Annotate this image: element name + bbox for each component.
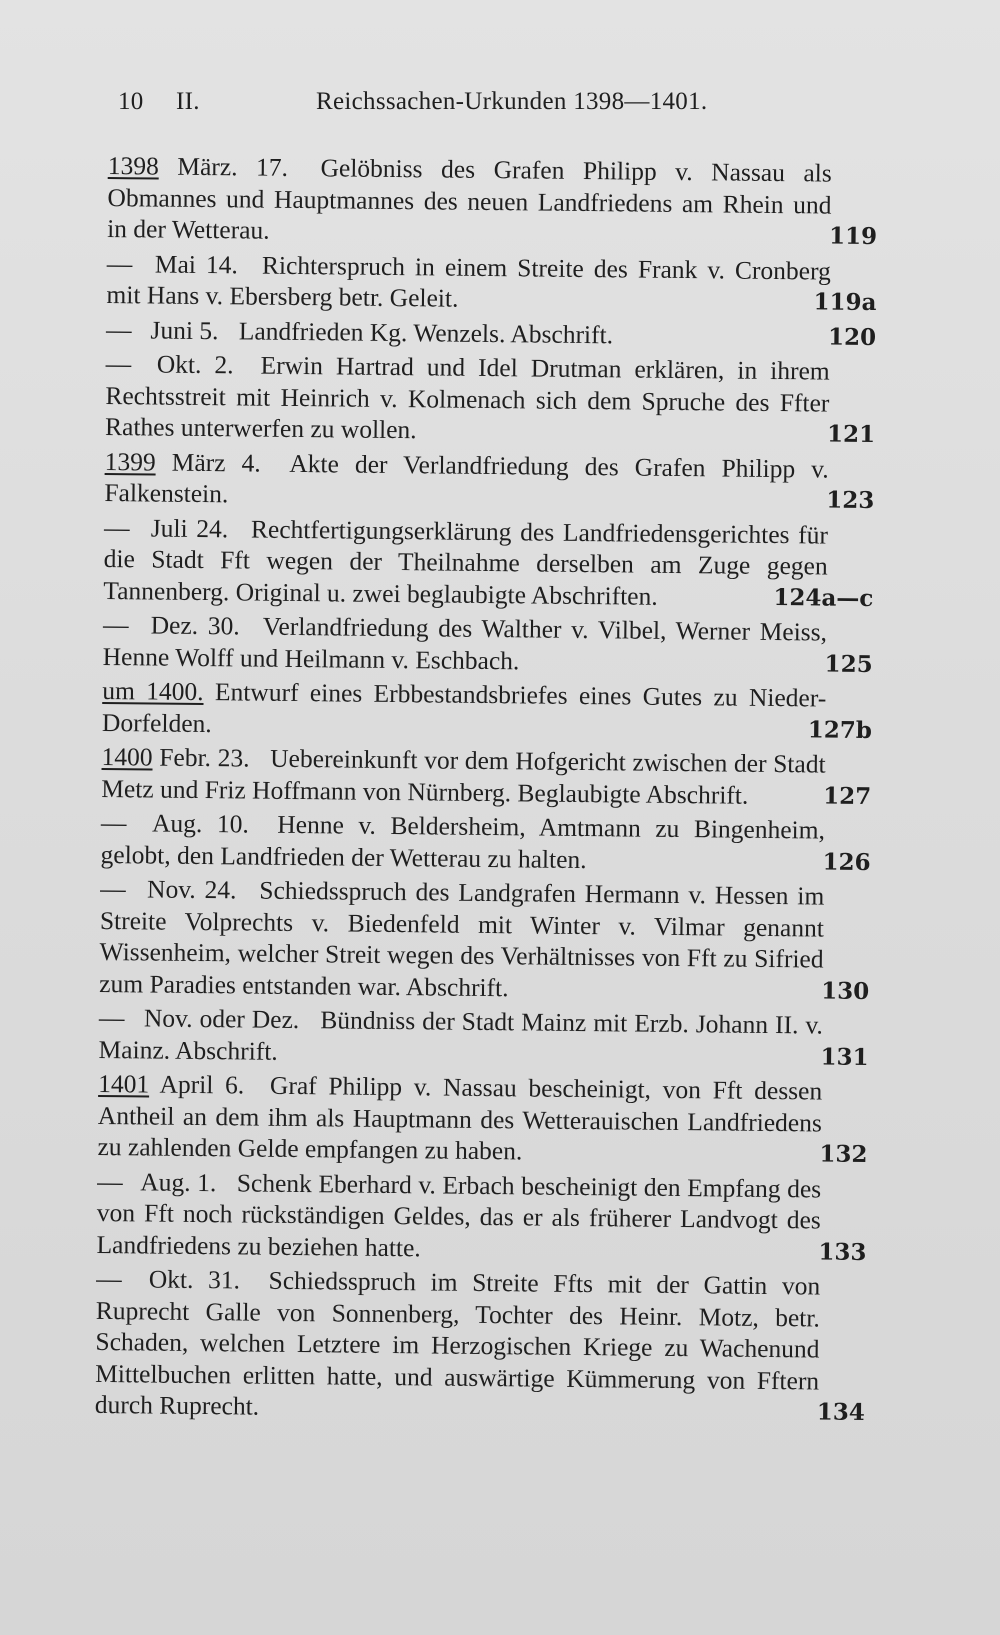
entry-number: 134 xyxy=(816,1398,865,1426)
entry-number: 127b xyxy=(807,715,873,744)
entry-year: 1399 xyxy=(104,446,156,477)
entry-dash: — xyxy=(105,314,132,344)
entry-date: April 6. xyxy=(159,1069,245,1100)
entry-number: 133 xyxy=(818,1238,867,1266)
entry-date: Aug. 10. xyxy=(151,808,249,839)
document-entry xyxy=(102,675,873,746)
entry-number: 127 xyxy=(823,782,872,810)
entry-text: Entwurf eines Erbbestandsbriefes eines Gutes zu Nieder-Dorfelden. xyxy=(101,677,827,738)
document-entry xyxy=(97,1068,868,1171)
entry-number: 119 xyxy=(828,222,878,251)
entry-dash: — xyxy=(103,512,130,542)
entry-dash: — xyxy=(105,348,132,379)
entry-dash: — xyxy=(97,1166,123,1196)
entry-date: Febr. 23. xyxy=(159,742,250,773)
entry-text: Verlandfriedung des Walther v. Vilbel, Werner Meiss, Henne Wolff und Heilmann v. Eschbach. xyxy=(102,611,828,675)
document-entry xyxy=(96,1165,867,1268)
entry-dash: — xyxy=(106,248,133,278)
running-header xyxy=(118,88,718,116)
entry-text: Erwin Hartrad und Idel Drutman erklären, in ihrem Rechtsstreit mit Heinrich v. Kolmenach sich dem Spruche des Ffter Rathes unterwerfen zu wollen. xyxy=(104,350,830,445)
entry-text: Gelöbniss des Grafen Philipp v. Nassau als Obmannes und Hauptmannes des neuen Landfriedens am Rhein und in der Wetterau. xyxy=(107,153,832,245)
entry-text: Schenk Eberhard v. Erbach bescheinigt den Empfang des von Fft noch rückständigen Geldes, das er als früherer Landvogt des Landfriedens zu beziehen hatte. xyxy=(96,1167,822,1262)
entry-text: Akte der Verlandfriedung des Grafen Philipp v. Falkenstein. xyxy=(104,448,829,509)
entry-text: Uebereinkunft vor dem Hofgericht zwischen der Stadt Metz und Friz Hoffmann von Nürnberg. Beglaubigte Abschrift. xyxy=(101,743,826,810)
entry-date: Juni 5. xyxy=(150,314,219,345)
entry-date: Mai 14. xyxy=(154,248,239,279)
entry-date: Okt. 31. xyxy=(148,1264,241,1295)
document-entry xyxy=(105,348,876,451)
entry-number: 130 xyxy=(821,977,870,1005)
entry-date: Dez. 30. xyxy=(150,610,240,641)
entry-date: Nov. oder Dez. xyxy=(143,1003,300,1035)
entry-year: 1398 xyxy=(107,150,159,181)
entry-text: Richterspruch in einem Streite des Frank v. Cronberg mit Hans v. Ebersberg betr. Geleit. xyxy=(106,250,831,313)
entry-date: Aug. 1. xyxy=(140,1166,217,1197)
entry-dash: — xyxy=(96,1263,122,1294)
entry-number: 121 xyxy=(826,420,876,449)
entry-number: 131 xyxy=(820,1043,869,1071)
entry-dash: — xyxy=(98,1002,125,1033)
document-entry xyxy=(99,873,870,1007)
entry-number: 125 xyxy=(824,650,873,678)
entry-number: 123 xyxy=(826,486,875,515)
entry-date: Okt. 2. xyxy=(156,349,234,380)
section-label: II. xyxy=(176,88,200,115)
document-list xyxy=(95,150,878,1431)
document-entry xyxy=(101,741,872,812)
document-entry xyxy=(106,313,876,353)
entry-date: Nov. 24. xyxy=(146,874,237,905)
document-entry xyxy=(106,247,877,318)
entry-year: 1400 xyxy=(101,741,153,772)
entry-dash: — xyxy=(100,807,127,838)
entry-number: 120 xyxy=(827,323,877,351)
entry-date: März 4. xyxy=(171,447,261,478)
entry-text: Henne v. Beldersheim, Amtmann zu Bingenheim, gelobt, den Landfrieden der Wetterau zu halten. xyxy=(100,809,826,874)
entry-text: Schiedsspruch des Landgrafen Hermann v. Hessen im Streite Volprechts v. Biedenfeld mit Winter v. Vilmar genannt Wissenheim, welcher Streit wegen des Verhältnisses von Fft zu Sifried zum Paradies entstanden war. Abschrift. xyxy=(99,875,825,1002)
document-entry xyxy=(107,150,878,253)
entry-dash: — xyxy=(100,873,126,904)
entry-number: 124a—c xyxy=(773,583,874,612)
header-title: Reichssachen-Urkunden 1398—1401. xyxy=(316,88,708,115)
entry-year: 1401 xyxy=(98,1068,150,1099)
entry-number: 132 xyxy=(819,1140,868,1169)
document-entry xyxy=(103,609,874,680)
document-entry xyxy=(104,445,875,516)
document-entry xyxy=(98,1002,869,1073)
document-entry xyxy=(95,1263,867,1429)
entry-date: März. 17. xyxy=(177,151,289,182)
entry-date: Juli 24. xyxy=(150,512,229,543)
entry-text: Graf Philipp v. Nassau bescheinigt, von Fft dessen Antheil an dem ihm als Hauptmann des Wetterauischen Landfriedens zu zahlenden Gelde empfangen zu haben. xyxy=(97,1070,823,1166)
entry-number: 126 xyxy=(822,848,871,876)
page-number: 10 xyxy=(118,88,144,115)
entry-text: Rechtfertigungserklärung des Landfriedensgerichtes für die Stadt Fft wegen der Theilnahme derselben am Zuge gegen Tannenberg. Original u. zwei beglaubigte Abschriften. xyxy=(103,514,829,611)
entry-number: 119a xyxy=(813,288,877,317)
document-entry xyxy=(103,511,874,614)
entry-text: Bündniss der Stadt Mainz mit Erzb. Johann II. v. Mainz. Abschrift. xyxy=(98,1005,824,1066)
entry-dash: — xyxy=(102,609,129,640)
entry-year: um 1400. xyxy=(102,675,204,707)
entry-text: Schiedsspruch im Streite Ffts mit der Gattin von Ruprecht Galle von Sonnenberg, Tochter des Heinr. Motz, betr. Schaden, welchen Letztere im Herzogischen Kriege zu Wachenund Mittelbuchen erlitten hatte, und auswärtige Kümmerung von Fftern durch Ruprecht. xyxy=(94,1265,821,1421)
document-entry xyxy=(100,807,871,878)
entry-text: Landfrieden Kg. Wenzels. Abschrift. xyxy=(238,315,614,349)
